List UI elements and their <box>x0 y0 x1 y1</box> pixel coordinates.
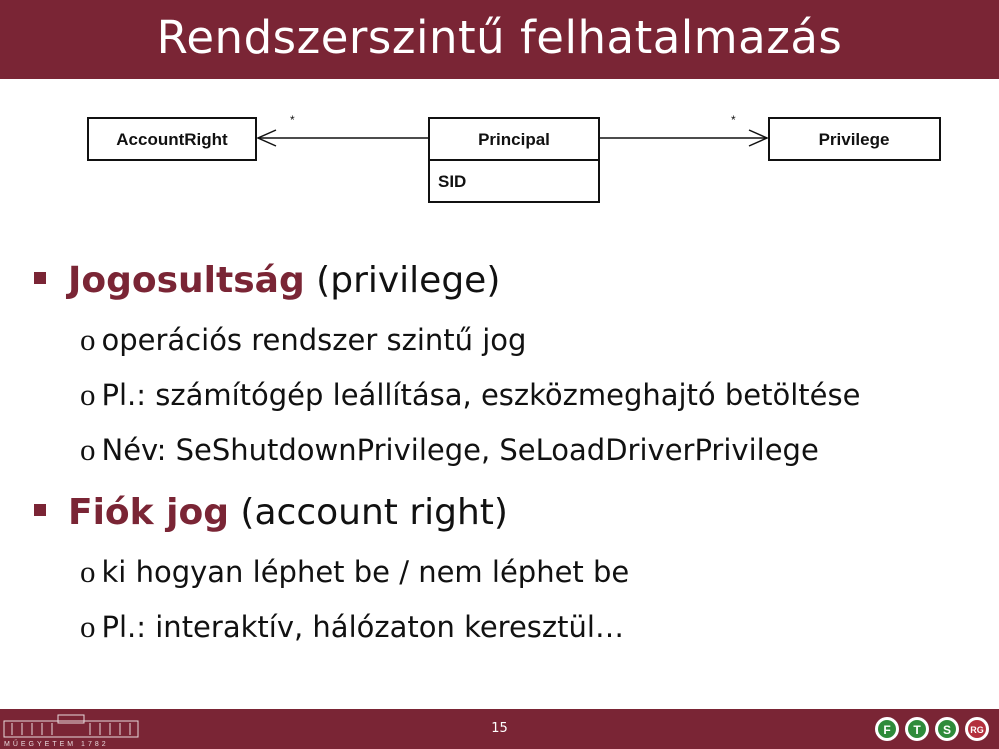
class-box-principal <box>429 118 599 202</box>
s-circle-icon <box>935 717 959 741</box>
sub-bullet <box>80 609 624 645</box>
circle-bullet-icon: o <box>80 554 96 589</box>
uml-diagram <box>0 100 999 210</box>
square-bullet-icon <box>34 272 46 284</box>
sub-bullet-text: operációs rendszer szintű jog <box>101 323 527 357</box>
svg-text:F: F <box>883 723 891 737</box>
class-name-accountright: AccountRight <box>116 130 228 149</box>
footer-bar <box>0 709 999 749</box>
page-number: 15 <box>491 721 508 736</box>
rg-circle-icon <box>965 717 989 741</box>
bullet-fiok-jog <box>34 492 508 533</box>
f-circle-icon <box>875 717 899 741</box>
circle-bullet-icon: o <box>80 322 96 357</box>
circle-bullet-icon: o <box>80 377 96 412</box>
ftsrg-logo <box>875 712 995 746</box>
multiplicity-left: * <box>290 113 295 127</box>
sub-bullet <box>80 432 819 468</box>
sub-bullet <box>80 554 629 590</box>
sub-bullet-text: Pl.: interaktív, hálózaton keresztül… <box>101 610 624 644</box>
multiplicity-right: * <box>731 113 736 127</box>
t-circle-icon <box>905 717 929 741</box>
bullet-jogosultsag <box>34 260 500 301</box>
class-box-privilege <box>769 118 940 160</box>
class-name-privilege: Privilege <box>818 130 890 149</box>
logo-caption: MŰEGYETEM 1782 <box>4 741 109 747</box>
svg-text:S: S <box>942 723 952 737</box>
sub-bullet <box>80 322 526 358</box>
sub-bullet-text: ki hogyan léphet be / nem léphet be <box>101 555 630 589</box>
association-arrow-right <box>599 113 767 146</box>
svg-text:RG: RG <box>970 725 984 735</box>
square-bullet-icon <box>34 504 46 516</box>
sub-bullet-text: Pl.: számítógép leállítása, eszközmeghajtó betöltése <box>101 378 861 412</box>
circle-bullet-icon: o <box>80 609 96 644</box>
circle-bullet-icon: o <box>80 432 96 467</box>
class-attribute-sid: SID <box>438 172 467 191</box>
class-name-principal: Principal <box>478 130 550 149</box>
svg-text:T: T <box>913 723 921 737</box>
title-bar <box>0 0 999 79</box>
slide-title: Rendszerszintű felhatalmazás <box>156 11 843 64</box>
bullet-text: (account right) <box>228 492 508 533</box>
class-box-accountright <box>88 118 256 160</box>
association-arrow-left <box>258 113 429 146</box>
bullet-keyword: Fiók jog <box>68 492 229 533</box>
bullet-keyword: Jogosultság <box>68 260 305 301</box>
bullet-text: (privilege) <box>304 260 501 301</box>
sub-bullet <box>80 377 860 413</box>
sub-bullet-text: Név: SeShutdownPrivilege, SeLoadDriverPrivilege <box>101 433 819 467</box>
